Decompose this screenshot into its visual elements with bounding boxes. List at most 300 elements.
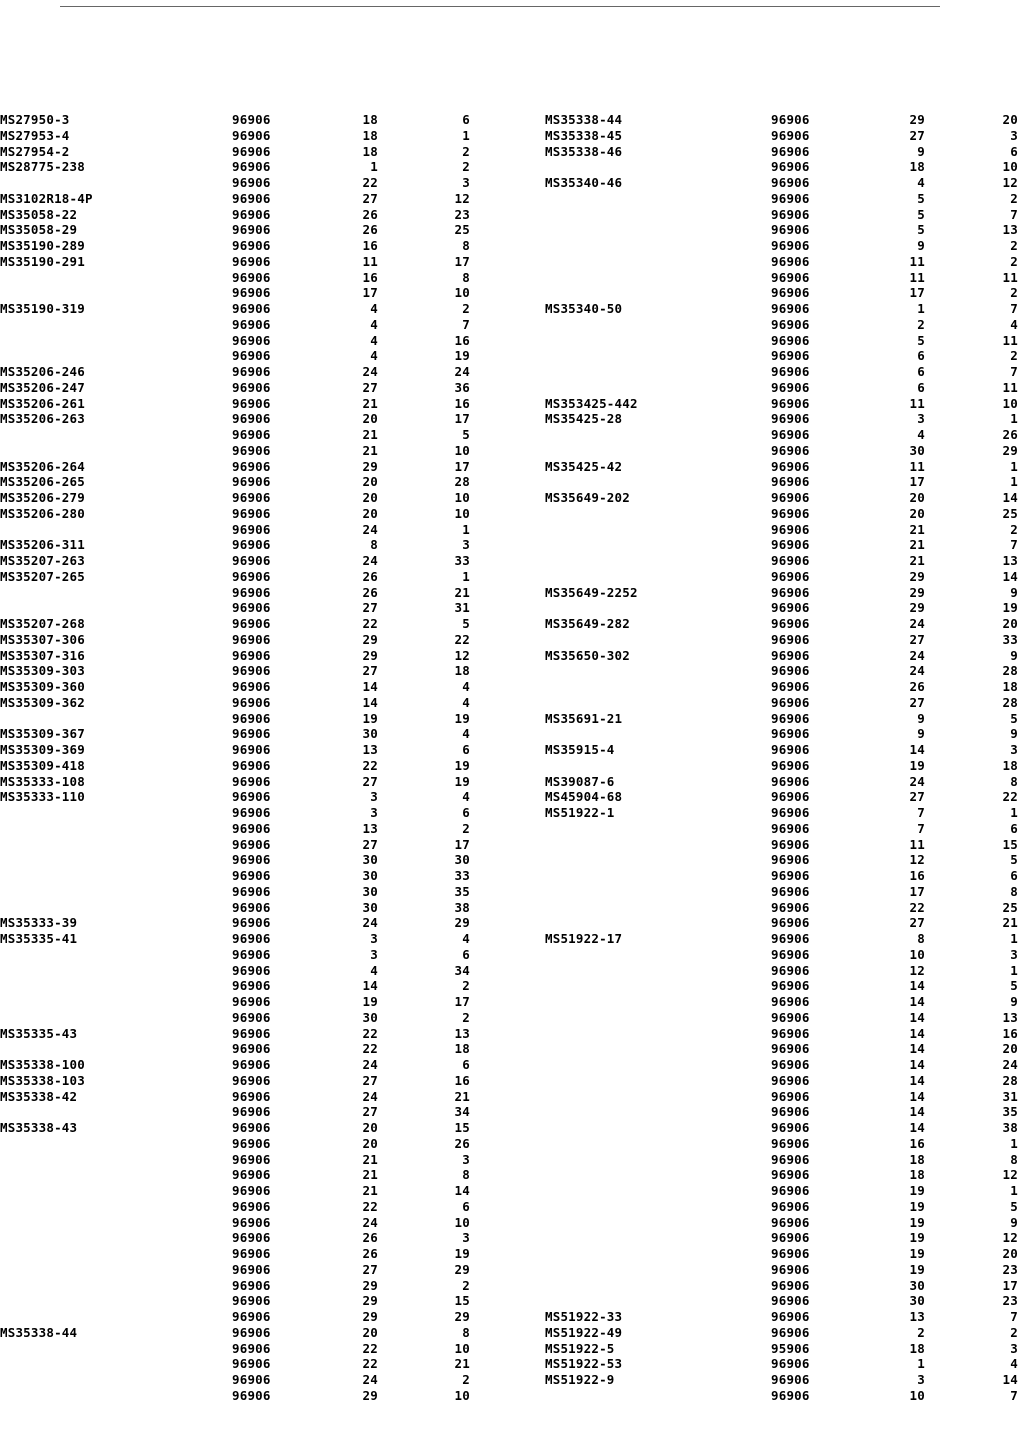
figure-number: 21 [362,1151,378,1167]
table-row [545,1010,1024,1026]
part-number: MS35309-362 [0,694,85,710]
table-row [545,758,1024,774]
cage-code: 96906 [232,742,271,757]
item-number: 19 [454,773,470,789]
table-row [545,333,1024,349]
cage-code: 96906 [771,1072,810,1088]
cage-code: 96906 [771,190,810,206]
figure-number: 26 [362,584,378,600]
item-number: 7 [1010,364,1018,379]
cage-code: 96906 [771,1387,810,1403]
table-row [545,396,1024,412]
table-row [545,285,1024,301]
table-row [545,742,1024,758]
cage-code: 96906 [232,1246,271,1261]
figure-number: 26 [362,568,378,584]
figure-number: 20 [362,1120,378,1135]
cage-code: 96906 [232,679,271,694]
figure-number: 18 [362,127,378,143]
figure-number: 21 [362,442,378,458]
item-number: 10 [454,1214,470,1230]
figure-number: 7 [917,805,925,820]
part-number: MS51922-1 [545,805,615,820]
figure-number: 20 [362,490,378,505]
item-number: 15 [454,1293,470,1309]
part-number: MS35206-247 [0,379,85,395]
item-number: 34 [454,962,470,978]
cage-code: 96906 [232,316,271,332]
item-number: 6 [462,946,470,962]
cage-code: 96906 [771,253,810,269]
item-number: 13 [1002,553,1018,568]
cage-code: 96906 [232,1088,271,1104]
cage-code: 96906 [771,820,810,836]
part-number: MS35649-202 [545,490,630,505]
cage-code: 96906 [771,490,810,505]
cage-code: 96906 [232,1261,271,1277]
part-number: MS51922-53 [545,1356,623,1372]
table-row [0,915,500,931]
cage-code: 96906 [771,411,810,427]
figure-number: 17 [909,285,925,301]
figure-number: 30 [362,1009,378,1025]
item-number: 13 [454,1025,470,1041]
table-row [0,1010,500,1026]
figure-number: 21 [362,1183,378,1198]
table-row [545,222,1024,238]
figure-number: 12 [909,962,925,978]
cage-code: 96906 [232,364,271,379]
item-number: 8 [462,269,470,285]
figure-number: 14 [362,978,378,994]
table-row [545,789,1024,805]
cage-code: 96906 [232,1387,271,1403]
table-row [0,569,500,585]
cage-code: 96906 [232,222,271,238]
item-number: 28 [1002,694,1018,710]
cage-code: 96906 [771,474,810,490]
item-number: 9 [1010,994,1018,1009]
item-number: 7 [462,316,470,332]
cage-code: 96906 [232,175,271,190]
part-number: MS35425-42 [545,458,623,474]
table-row [0,459,500,475]
cage-code: 96906 [771,868,810,883]
table-row [0,1183,500,1199]
figure-number: 8 [917,931,925,946]
table-row [0,663,500,679]
table-row [0,1372,500,1388]
cage-code: 96906 [232,757,271,773]
figure-number: 3 [917,411,925,427]
figure-number: 12 [909,852,925,868]
cage-code: 96906 [771,726,810,742]
table-row [0,238,500,254]
table-row [0,128,500,144]
figure-number: 16 [909,1135,925,1151]
figure-number: 20 [362,474,378,490]
figure-number: 4 [370,301,378,316]
cage-code: 96906 [771,694,810,710]
item-number: 23 [454,206,470,222]
item-number: 28 [1002,1072,1018,1088]
cage-code: 96906 [771,1009,810,1025]
item-number: 1 [1010,805,1018,820]
table-row [0,679,500,695]
table-row [545,679,1024,695]
item-number: 15 [454,1120,470,1135]
table-row [545,1104,1024,1120]
table-row [545,191,1024,207]
part-number: MS35425-28 [545,411,623,427]
figure-number: 19 [909,757,925,773]
table-row [545,159,1024,175]
figure-number: 26 [362,222,378,238]
table-row [545,522,1024,538]
table-row [0,931,500,947]
table-row [0,600,500,616]
table-row [545,711,1024,727]
cage-code: 96906 [232,710,271,726]
item-number: 20 [1002,1041,1018,1057]
figure-number: 19 [909,1214,925,1230]
part-number: MS39087-6 [545,773,615,789]
figure-number: 14 [909,1120,925,1135]
table-row [545,805,1024,821]
figure-number: 26 [362,206,378,222]
table-row [0,1278,500,1294]
cage-code: 96906 [232,978,271,994]
table-row [0,207,500,223]
item-number: 7 [1010,1387,1018,1403]
cage-code: 96906 [232,600,271,616]
figure-number: 11 [909,458,925,474]
figure-number: 3 [370,931,378,946]
figure-number: 1 [917,301,925,316]
part-number: MS51922-9 [545,1372,615,1387]
cage-code: 96906 [232,1057,271,1072]
cage-code: 96906 [232,127,271,143]
cage-code: 96906 [771,1120,810,1135]
figure-number: 24 [362,1057,378,1072]
table-row [0,1325,500,1341]
cage-code: 96906 [771,600,810,616]
cage-code: 96906 [232,238,271,253]
cage-code: 96906 [232,348,271,364]
part-number: MS35207-268 [0,616,85,631]
cage-code: 96906 [232,1309,271,1324]
cage-code: 96906 [771,222,810,238]
figure-number: 30 [362,726,378,742]
item-number: 4 [1010,1356,1018,1372]
table-row [545,1057,1024,1073]
part-number: MS51922-49 [545,1324,623,1340]
cage-code: 96906 [771,899,810,915]
table-row [545,1120,1024,1136]
cage-code: 96906 [232,584,271,600]
item-number: 35 [1002,1104,1018,1120]
item-number: 29 [454,1261,470,1277]
figure-number: 22 [362,175,378,190]
table-row [545,616,1024,632]
cage-code: 96906 [771,505,810,521]
figure-number: 20 [362,411,378,427]
figure-number: 22 [362,616,378,631]
item-number: 33 [454,868,470,883]
item-number: 13 [1002,1009,1018,1025]
figure-number: 24 [909,663,925,679]
item-number: 2 [462,978,470,994]
cage-code: 96906 [771,143,810,159]
cage-code: 96906 [232,1183,271,1198]
cage-code: 96906 [232,411,271,427]
item-number: 8 [1010,883,1018,899]
table-row [545,915,1024,931]
part-number: MS35309-303 [0,663,85,679]
cage-code: 96906 [232,616,271,631]
table-row [0,364,500,380]
item-number: 2 [1010,1324,1018,1340]
part-number: MS35307-316 [0,647,85,663]
figure-number: 8 [370,537,378,553]
table-row [545,128,1024,144]
table-row [0,695,500,711]
cage-code: 96906 [232,868,271,883]
part-number: MS27950-3 [0,112,70,127]
figure-number: 21 [362,1167,378,1183]
cage-code: 96906 [771,805,810,820]
item-number: 14 [1002,490,1018,505]
item-number: 21 [454,584,470,600]
cage-code: 96906 [771,978,810,994]
table-row [545,112,1024,128]
table-row [0,443,500,459]
cage-code: 96906 [232,1277,271,1293]
cage-code: 96906 [232,694,271,710]
item-number: 2 [462,820,470,836]
cage-code: 96906 [771,285,810,301]
table-row [0,994,500,1010]
table-row [0,537,500,553]
cage-code: 96906 [771,1167,810,1183]
cage-code: 96906 [232,726,271,742]
item-number: 14 [454,1183,470,1198]
table-row [545,900,1024,916]
item-number: 4 [462,726,470,742]
figure-number: 6 [917,379,925,395]
item-number: 1 [462,521,470,537]
cage-code: 96906 [771,1372,810,1387]
figure-number: 17 [909,474,925,490]
item-number: 18 [454,663,470,679]
table-row [0,112,500,128]
figure-number: 16 [362,238,378,253]
cage-code: 96906 [771,1277,810,1293]
table-row [0,805,500,821]
table-row [545,144,1024,160]
part-number: MS35058-22 [0,206,78,222]
table-row [0,789,500,805]
item-number: 4 [462,679,470,694]
figure-number: 19 [909,1183,925,1198]
part-number: MS35309-369 [0,742,85,757]
table-row [545,1136,1024,1152]
cage-code: 96906 [232,159,271,175]
figure-number: 24 [362,1088,378,1104]
figure-number: 22 [362,1025,378,1041]
cage-code: 96906 [232,301,271,316]
cage-code: 96906 [771,568,810,584]
figure-number: 16 [909,868,925,883]
cage-code: 96906 [232,553,271,568]
item-number: 10 [454,285,470,301]
figure-number: 24 [909,647,925,663]
figure-number: 9 [917,710,925,726]
table-row [545,254,1024,270]
item-number: 26 [454,1135,470,1151]
item-number: 1 [1010,931,1018,946]
item-number: 26 [1002,427,1018,442]
part-number: MS35307-306 [0,631,85,647]
item-number: 17 [454,836,470,852]
table-row [545,837,1024,853]
table-row [545,585,1024,601]
cage-code: 96906 [771,1198,810,1214]
figure-number: 30 [362,852,378,868]
table-row [545,411,1024,427]
table-row [0,1246,500,1262]
part-number: MS35338-42 [0,1088,78,1104]
cage-code: 96906 [771,663,810,679]
figure-number: 14 [909,742,925,757]
item-number: 35 [454,883,470,899]
part-number: MS35333-108 [0,773,85,789]
item-number: 38 [1002,1120,1018,1135]
item-number: 24 [454,364,470,379]
table-row [0,1152,500,1168]
figure-number: 18 [362,112,378,127]
table-row [0,1388,500,1404]
figure-number: 26 [909,679,925,694]
cage-code: 96906 [232,1025,271,1041]
cage-code: 96906 [232,285,271,301]
cage-code: 96906 [771,710,810,726]
part-number: MS35206-265 [0,474,85,490]
cage-code: 96906 [771,112,810,127]
item-number: 1 [1010,411,1018,427]
figure-number: 3 [370,805,378,820]
table-row [0,1215,500,1231]
item-number: 15 [1002,836,1018,852]
figure-number: 26 [362,1230,378,1246]
cage-code: 96906 [771,915,810,931]
item-number: 2 [462,159,470,175]
table-row [545,1215,1024,1231]
part-number: MS35206-261 [0,395,85,411]
table-row [0,490,500,506]
table-row [0,1026,500,1042]
item-number: 30 [454,852,470,868]
figure-number: 11 [909,836,925,852]
figure-number: 21 [909,553,925,568]
table-row [0,1230,500,1246]
table-row [545,726,1024,742]
table-row [545,947,1024,963]
item-number: 14 [1002,568,1018,584]
table-row [545,207,1024,223]
item-number: 8 [462,238,470,253]
item-number: 10 [1002,159,1018,175]
item-number: 28 [454,474,470,490]
item-number: 12 [1002,1230,1018,1246]
figure-number: 20 [362,1135,378,1151]
figure-number: 21 [362,427,378,442]
table-row [0,159,500,175]
cage-code: 96906 [232,663,271,679]
figure-number: 5 [917,332,925,348]
table-row [545,663,1024,679]
figure-number: 14 [909,1009,925,1025]
table-row [0,1041,500,1057]
figure-number: 4 [370,348,378,364]
right-column [545,112,1024,1404]
figure-number: 27 [909,631,925,647]
part-number: MS35340-46 [545,175,623,190]
figure-number: 19 [909,1198,925,1214]
item-number: 36 [454,379,470,395]
part-number: MS3102R18-4P [0,190,93,206]
item-number: 5 [1010,1198,1018,1214]
table-row [545,348,1024,364]
item-number: 20 [1002,616,1018,631]
cage-code: 96906 [232,537,271,553]
table-row [545,1262,1024,1278]
figure-number: 14 [909,978,925,994]
part-number: MS353425-442 [545,395,638,411]
item-number: 11 [1002,379,1018,395]
table-row [0,758,500,774]
item-number: 38 [454,899,470,915]
table-row [545,695,1024,711]
figure-number: 17 [909,883,925,899]
table-row [0,1136,500,1152]
table-row [0,648,500,664]
table-row [0,175,500,191]
part-number: MS35650-302 [545,647,630,663]
figure-number: 17 [362,285,378,301]
table-row [0,947,500,963]
table-row [0,978,500,994]
item-number: 3 [462,175,470,190]
table-row [545,1073,1024,1089]
item-number: 20 [1002,1246,1018,1261]
table-row [545,600,1024,616]
item-number: 7 [1010,537,1018,553]
item-number: 19 [454,1246,470,1261]
item-number: 7 [1010,206,1018,222]
table-row [0,774,500,790]
part-number: MS35338-44 [545,112,623,127]
item-number: 22 [454,631,470,647]
figure-number: 14 [909,1057,925,1072]
table-row [0,963,500,979]
cage-code: 96906 [771,946,810,962]
item-number: 6 [1010,143,1018,159]
table-row [0,1057,500,1073]
item-number: 2 [1010,348,1018,364]
figure-number: 27 [362,190,378,206]
item-number: 5 [462,427,470,442]
